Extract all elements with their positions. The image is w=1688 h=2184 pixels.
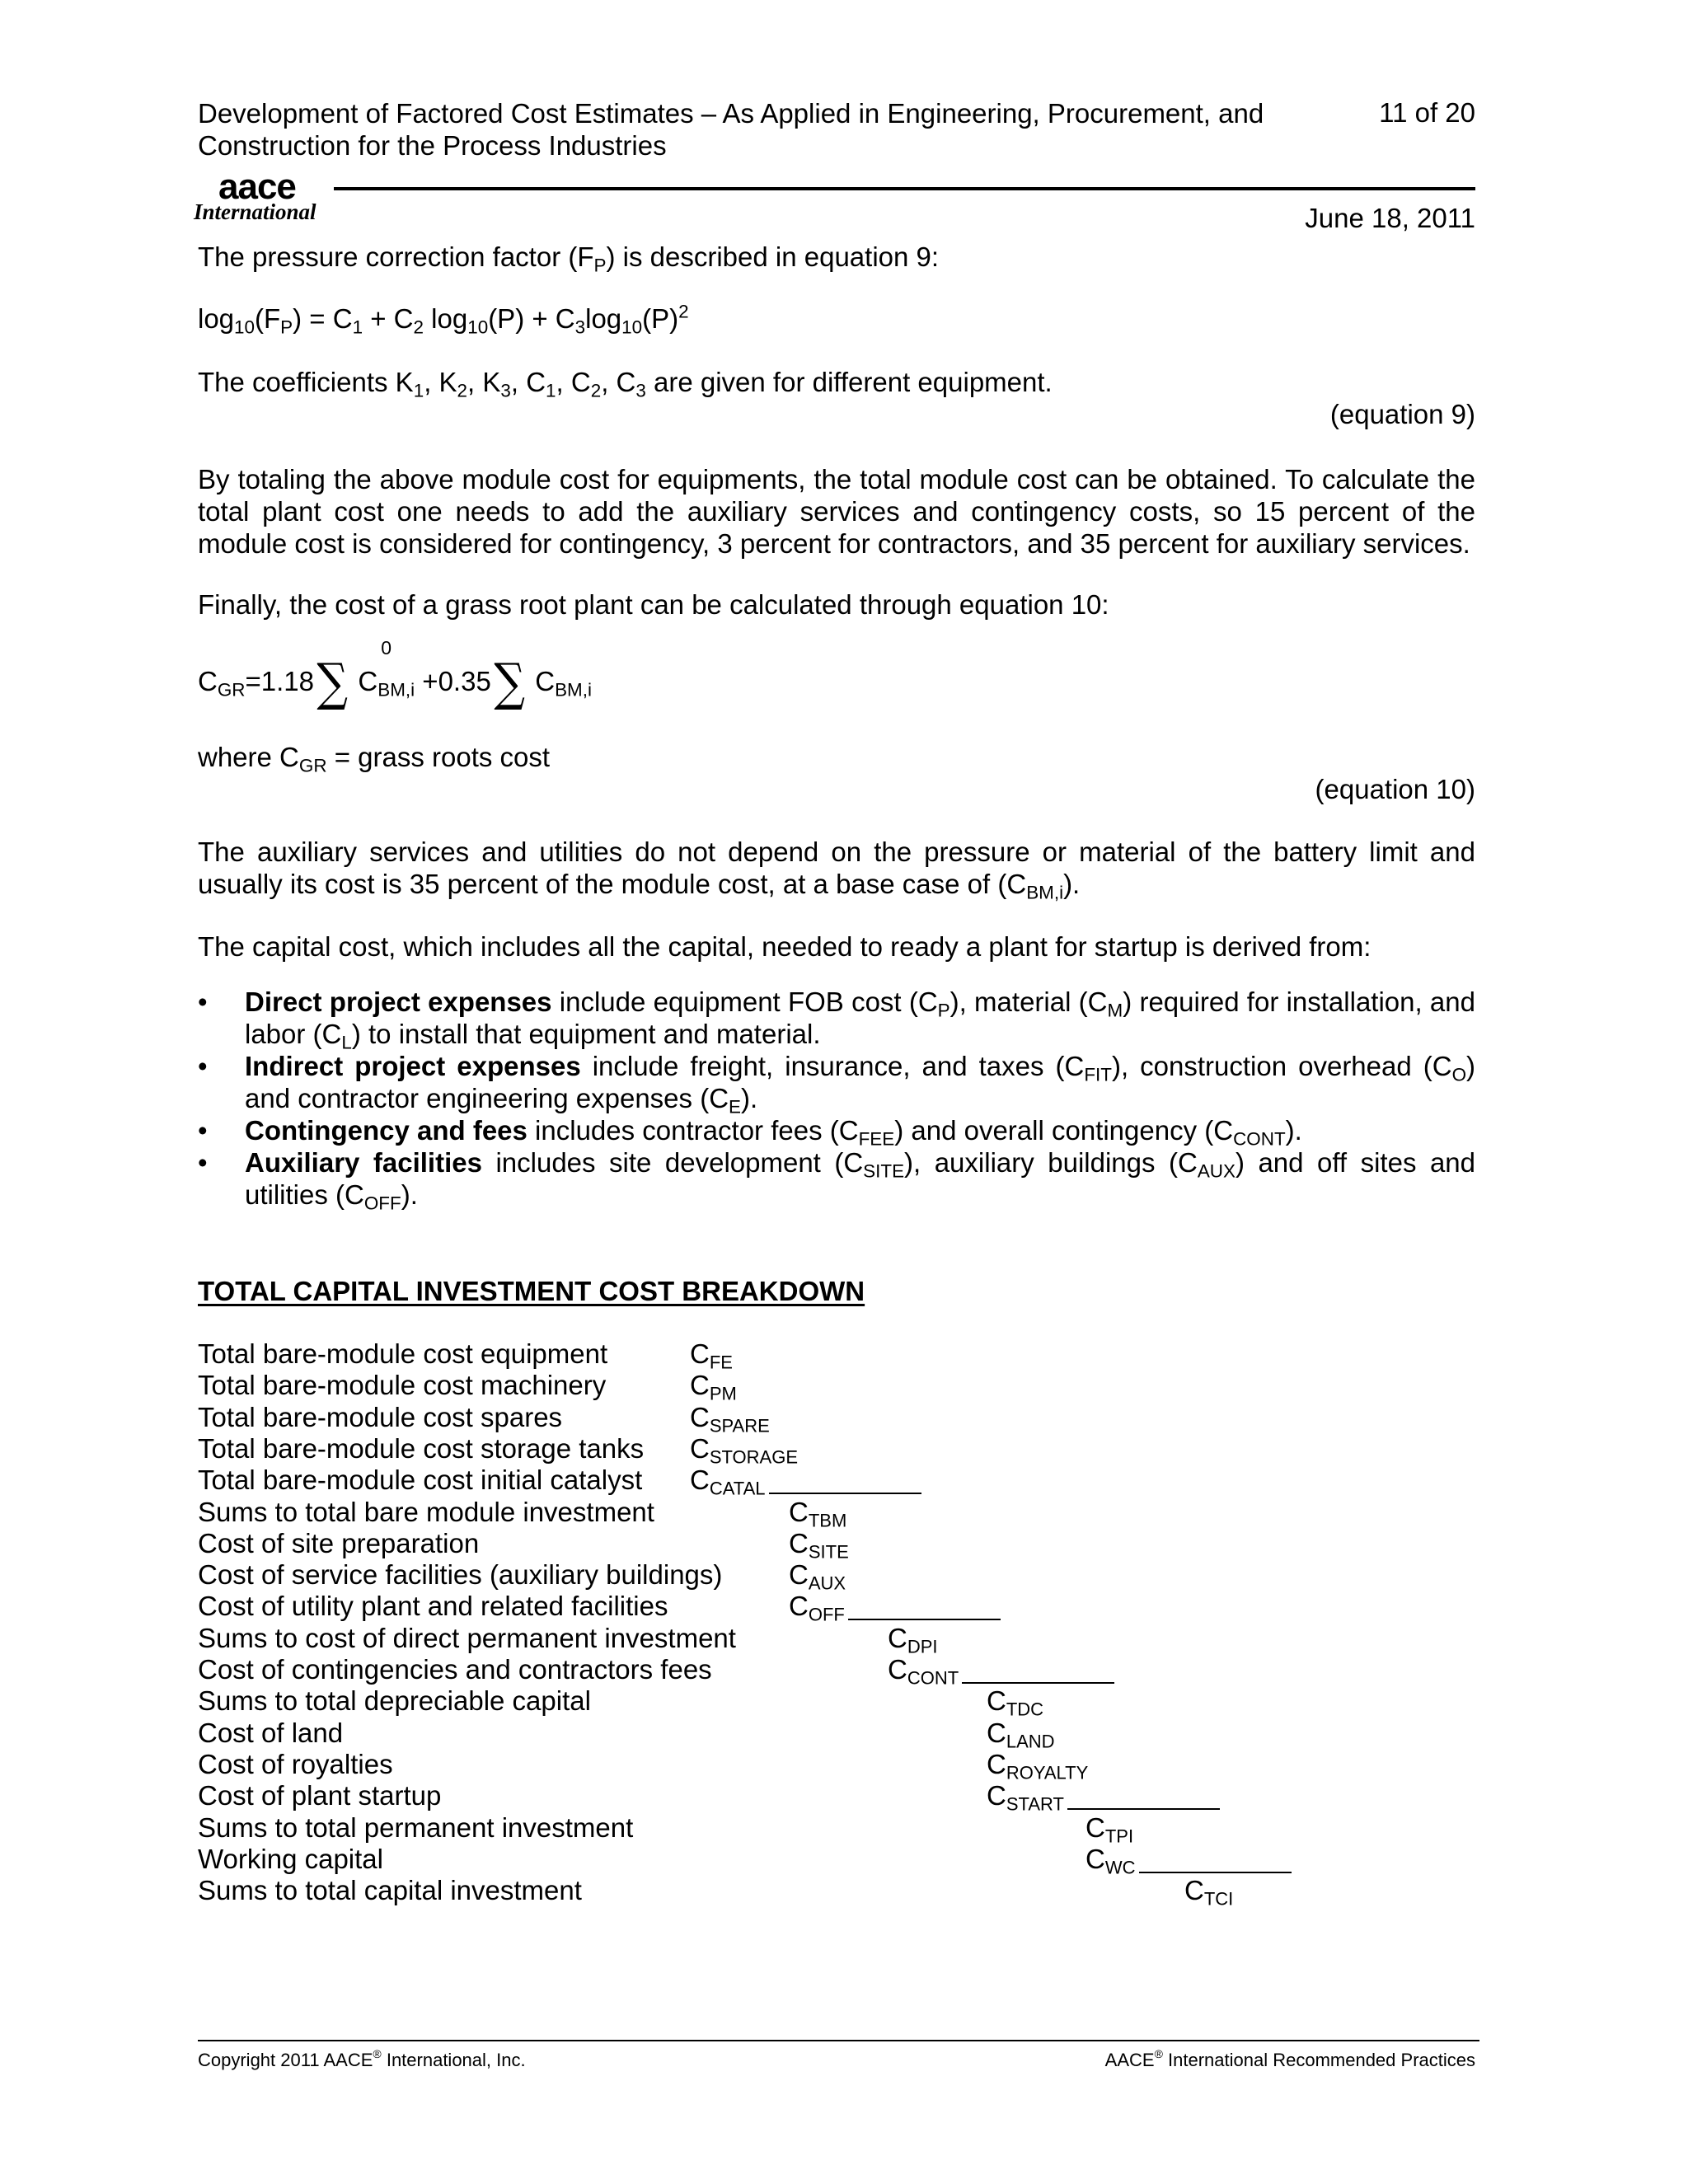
bullet-term: Direct project expenses [245,987,552,1017]
logo-wordmark: International [194,199,316,224]
breakdown-label: Total bare-module cost machinery [198,1370,607,1401]
breakdown-symbol: $C_{DPI}$ [888,1622,938,1657]
subtotal-rule [848,1619,1001,1620]
breakdown-row [198,1685,1352,1720]
breakdown-label: Sums to total permanent investment [198,1811,634,1843]
breakdown-row [198,1717,1352,1752]
totaling-paragraph: By totaling the above module cost for equipments, the total module cost can be obtained. To calculate the total plant cost one needs to add the auxiliary services and contingency costs, so 15 percent of the module cost is considered for contingency, 3 percent for contractors, and 35 percent for auxiliary services. [198,464,1475,559]
equation-9: $\log_{10}(F_P) = C_1 + C_2$ $\log_{10}(P) + C_3\log_{10}(P)^2$ [198,301,689,338]
breakdown-symbol: $C_{START}$ [987,1780,1064,1815]
breakdown-symbol: $C_{TPI}$ [1085,1811,1134,1847]
breakdown-row [198,1748,1352,1783]
document-date: June 18, 2011 [1305,203,1475,233]
auxiliary-services-paragraph: The auxiliary services and utilities do not depend on the pressure or material of the battery limit and usually its cost is 35 percent of the module cost, at a base case of $(C_{BM,i})$. [198,837,1475,903]
breakdown-symbol: $C_{WC}$ [1085,1843,1136,1878]
breakdown-symbol: $C_{FE}$ [690,1338,733,1373]
subtotal-rule [1139,1872,1292,1873]
breakdown-row [198,1496,1352,1531]
breakdown-row [198,1559,1352,1594]
breakdown-symbol: $C_{TBM}$ [789,1496,847,1531]
cost-breakdown-table [198,1338,1352,1915]
breakdown-symbol: $C_{LAND}$ [987,1717,1055,1752]
breakdown-symbol: $C_{CONT}$ [888,1654,959,1689]
breakdown-symbol: $C_{TDC}$ [987,1685,1044,1720]
breakdown-row [198,1527,1352,1563]
breakdown-label: Sums to total depreciable capital [198,1685,591,1717]
document-title-line-1: Development of Factored Cost Estimates – As Applied in Engineering, Procurement, and [198,98,1264,129]
breakdown-label: Cost of contingencies and contractors fees [198,1654,712,1685]
capital-cost-intro: The capital cost, which includes all the capital, needed to ready a plant for startup is derived from: [198,931,1372,962]
breakdown-label: Cost of royalties [198,1748,393,1779]
breakdown-label: Total bare-module cost storage tanks [198,1432,645,1464]
footer-rule [198,2040,1479,2041]
equation-10-tag: (equation 10) [1315,774,1475,804]
subtotal-rule [962,1682,1114,1684]
bullet-item: • Auxiliary facilities includes site development $(C_{SITE})$, auxiliary buildings $(C_{AUX})$ and off sites and utilities $(C_{OFF})$. [198,1147,1476,1214]
breakdown-row [198,1843,1352,1878]
logo-mark: aace [218,166,296,207]
breakdown-symbol: $C_{SPARE}$ [690,1401,770,1436]
bullet-term: Contingency and fees [245,1115,528,1146]
capital-components-list [198,986,1476,1214]
breakdown-row [198,1432,1352,1468]
breakdown-symbol: $C_{SITE}$ [789,1527,849,1563]
header-rule [334,187,1475,190]
bullet-dot: • [198,1147,208,1178]
breakdown-symbol: $C_{STORAGE}$ [690,1432,799,1468]
breakdown-row [198,1338,1352,1373]
breakdown-row [198,1622,1352,1657]
breakdown-row [198,1401,1352,1436]
breakdown-symbol: $C_{TCI}$ [1184,1875,1234,1910]
bullet-item: • Direct project expenses include equipment FOB cost $(C_P)$, material $(C_M)$ required for installation, and labor $(C_L)$ to install that equipment and material. [198,987,1475,1053]
breakdown-row [198,1654,1352,1689]
grass-roots-definition: where $C_{GR}$ = grass roots cost [198,742,551,776]
bullet-dot: • [198,1115,208,1146]
breakdown-row [198,1465,1352,1499]
breakdown-symbol: $C_{PM}$ [690,1370,737,1404]
equation-10: $C_{GR}=1.18\sum$ C 0 $_{BM,i}$ +0.35∑ $C_{BM,i}$ [198,637,592,713]
breakdown-label: Cost of service facilities (auxiliary buildings) [198,1559,723,1591]
bullet-dot: • [198,987,208,1017]
breakdown-label: Cost of utility plant and related facilities [198,1591,668,1622]
section-heading: TOTAL CAPITAL INVESTMENT COST BREAKDOWN [198,1276,865,1306]
breakdown-label: Total bare-module cost initial catalyst [198,1465,643,1496]
subtotal-rule [769,1493,921,1494]
breakdown-label: Sums to cost of direct permanent investment [198,1622,736,1653]
breakdown-label: Total bare-module cost equipment [198,1338,608,1369]
coefficients-text: The coefficients $K_1$, $K_2$, $K_3$, $C_1$, $C_2$, $C_3$ are given for different equipment. [198,367,1053,401]
pressure-factor-intro: The pressure correction factor $(F_P)$ is described in equation 9: [198,241,940,276]
breakdown-symbol: $C_{ROYALTY}$ [987,1748,1089,1783]
breakdown-symbol: $C_{AUX}$ [789,1559,846,1594]
bullet-item: • Indirect project expenses include freight, insurance, and taxes $(C_{FIT})$, construction overhead $(C_O)$ and contractor engineering expenses $(C_E)$. [198,1051,1476,1118]
breakdown-row [198,1875,1352,1910]
breakdown-symbol: $C_{CATAL}$ [690,1465,766,1499]
bullet-item: • Contingency and fees includes contractor fees $(C_{FEE})$ and overall contingency $(C_{CONT})$. [198,1115,1302,1150]
breakdown-row [198,1370,1352,1404]
grass-root-intro: Finally, the cost of a grass root plant can be calculated through equation 10: [198,589,1109,620]
page-number: 11 of 20 [1379,97,1475,128]
breakdown-label: Cost of land [198,1717,344,1748]
breakdown-label: Sums to total bare module investment [198,1496,654,1527]
breakdown-row [198,1811,1352,1847]
breakdown-label: Working capital [198,1843,383,1874]
breakdown-label: Cost of plant startup [198,1780,442,1811]
breakdown-row [198,1591,1352,1625]
breakdown-symbol: $C_{OFF}$ [789,1591,845,1625]
breakdown-label: Cost of site preparation [198,1527,480,1558]
breakdown-row [198,1780,1352,1815]
bullet-dot: • [198,1051,208,1081]
footer-series: AACE® International Recommended Practices [1104,2047,1475,2070]
footer-copyright: Copyright 2011 AACE® International, Inc. [198,2047,526,2070]
breakdown-label: Sums to total capital investment [198,1875,582,1906]
subtotal-rule [1067,1808,1220,1810]
bullet-term: Indirect project expenses [245,1051,581,1081]
equation-9-tag: (equation 9) [1329,399,1475,429]
document-title-line-2: Construction for the Process Industries [198,130,667,161]
document-title [198,97,1319,162]
aace-logo [194,166,334,224]
breakdown-label: Total bare-module cost spares [198,1401,563,1432]
bullet-term: Auxiliary facilities [245,1147,482,1178]
